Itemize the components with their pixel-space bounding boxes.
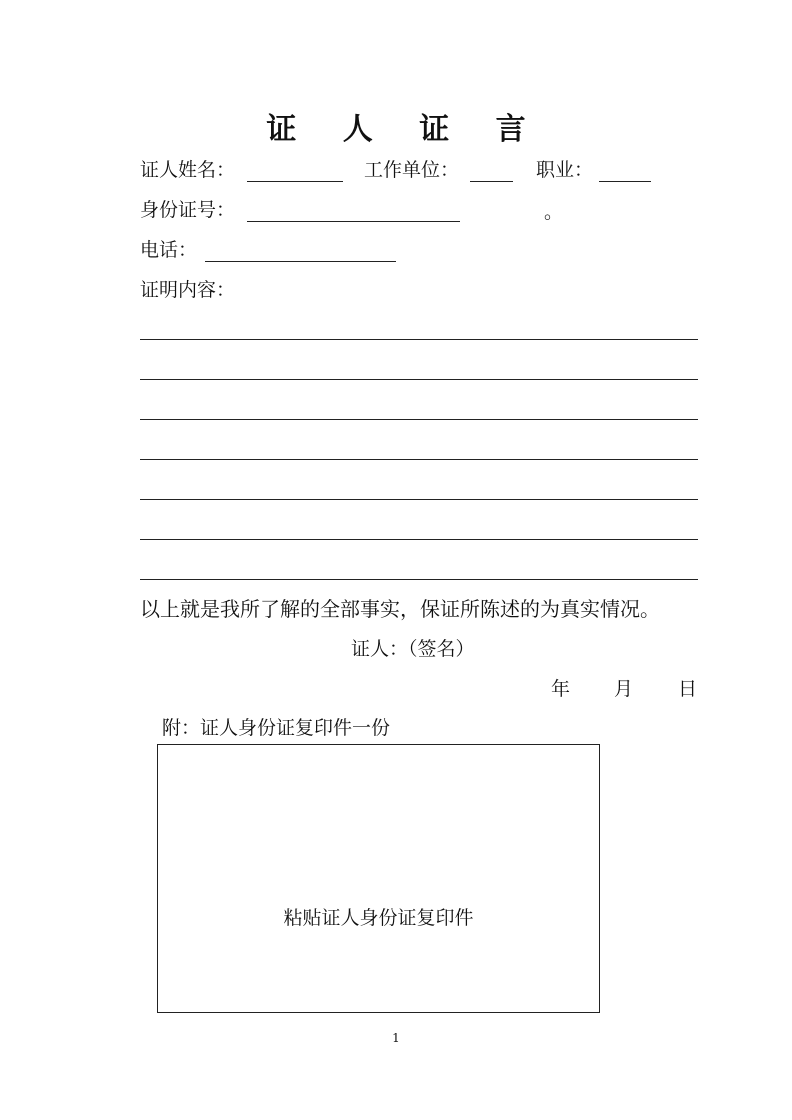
page-number: 1 [392, 1031, 400, 1045]
id-number-label: 身份证号： [140, 199, 236, 221]
statement-line[interactable] [140, 379, 698, 380]
attachment-note: 附：证人身份证复印件一份 [162, 717, 391, 739]
witness-name-label: 证人姓名： [140, 159, 236, 181]
statement-label: 证明内容： [140, 279, 236, 301]
page-title: 证 人 证 言 [266, 112, 544, 147]
statement-line[interactable] [140, 339, 698, 340]
id-copy-paste-instruction: 粘贴证人身份证复印件 [283, 907, 474, 929]
statement-line[interactable] [140, 539, 698, 540]
occupation-label: 职业： [536, 159, 594, 181]
witness-signature-label: 证人：（签名） [351, 638, 475, 660]
id-copy-paste-box [157, 744, 600, 1013]
witness-name-field[interactable] [247, 161, 343, 182]
employer-label: 工作单位： [364, 159, 460, 181]
date-month-label: 月 [614, 678, 634, 700]
statement-line[interactable] [140, 579, 698, 580]
phone-field[interactable] [205, 241, 396, 262]
employer-field[interactable] [470, 161, 513, 182]
id-end-mark: 。 [544, 201, 564, 223]
declaration-text: 以上就是我所了解的全部事实，保证所陈述的为真实情况。 [140, 597, 660, 621]
statement-line[interactable] [140, 499, 698, 500]
date-day-label: 日 [678, 678, 698, 700]
date-year-label: 年 [551, 678, 571, 700]
statement-line[interactable] [140, 459, 698, 460]
phone-label: 电话： [140, 239, 198, 261]
id-number-field[interactable] [247, 201, 460, 222]
statement-line[interactable] [140, 419, 698, 420]
occupation-field[interactable] [599, 161, 651, 182]
